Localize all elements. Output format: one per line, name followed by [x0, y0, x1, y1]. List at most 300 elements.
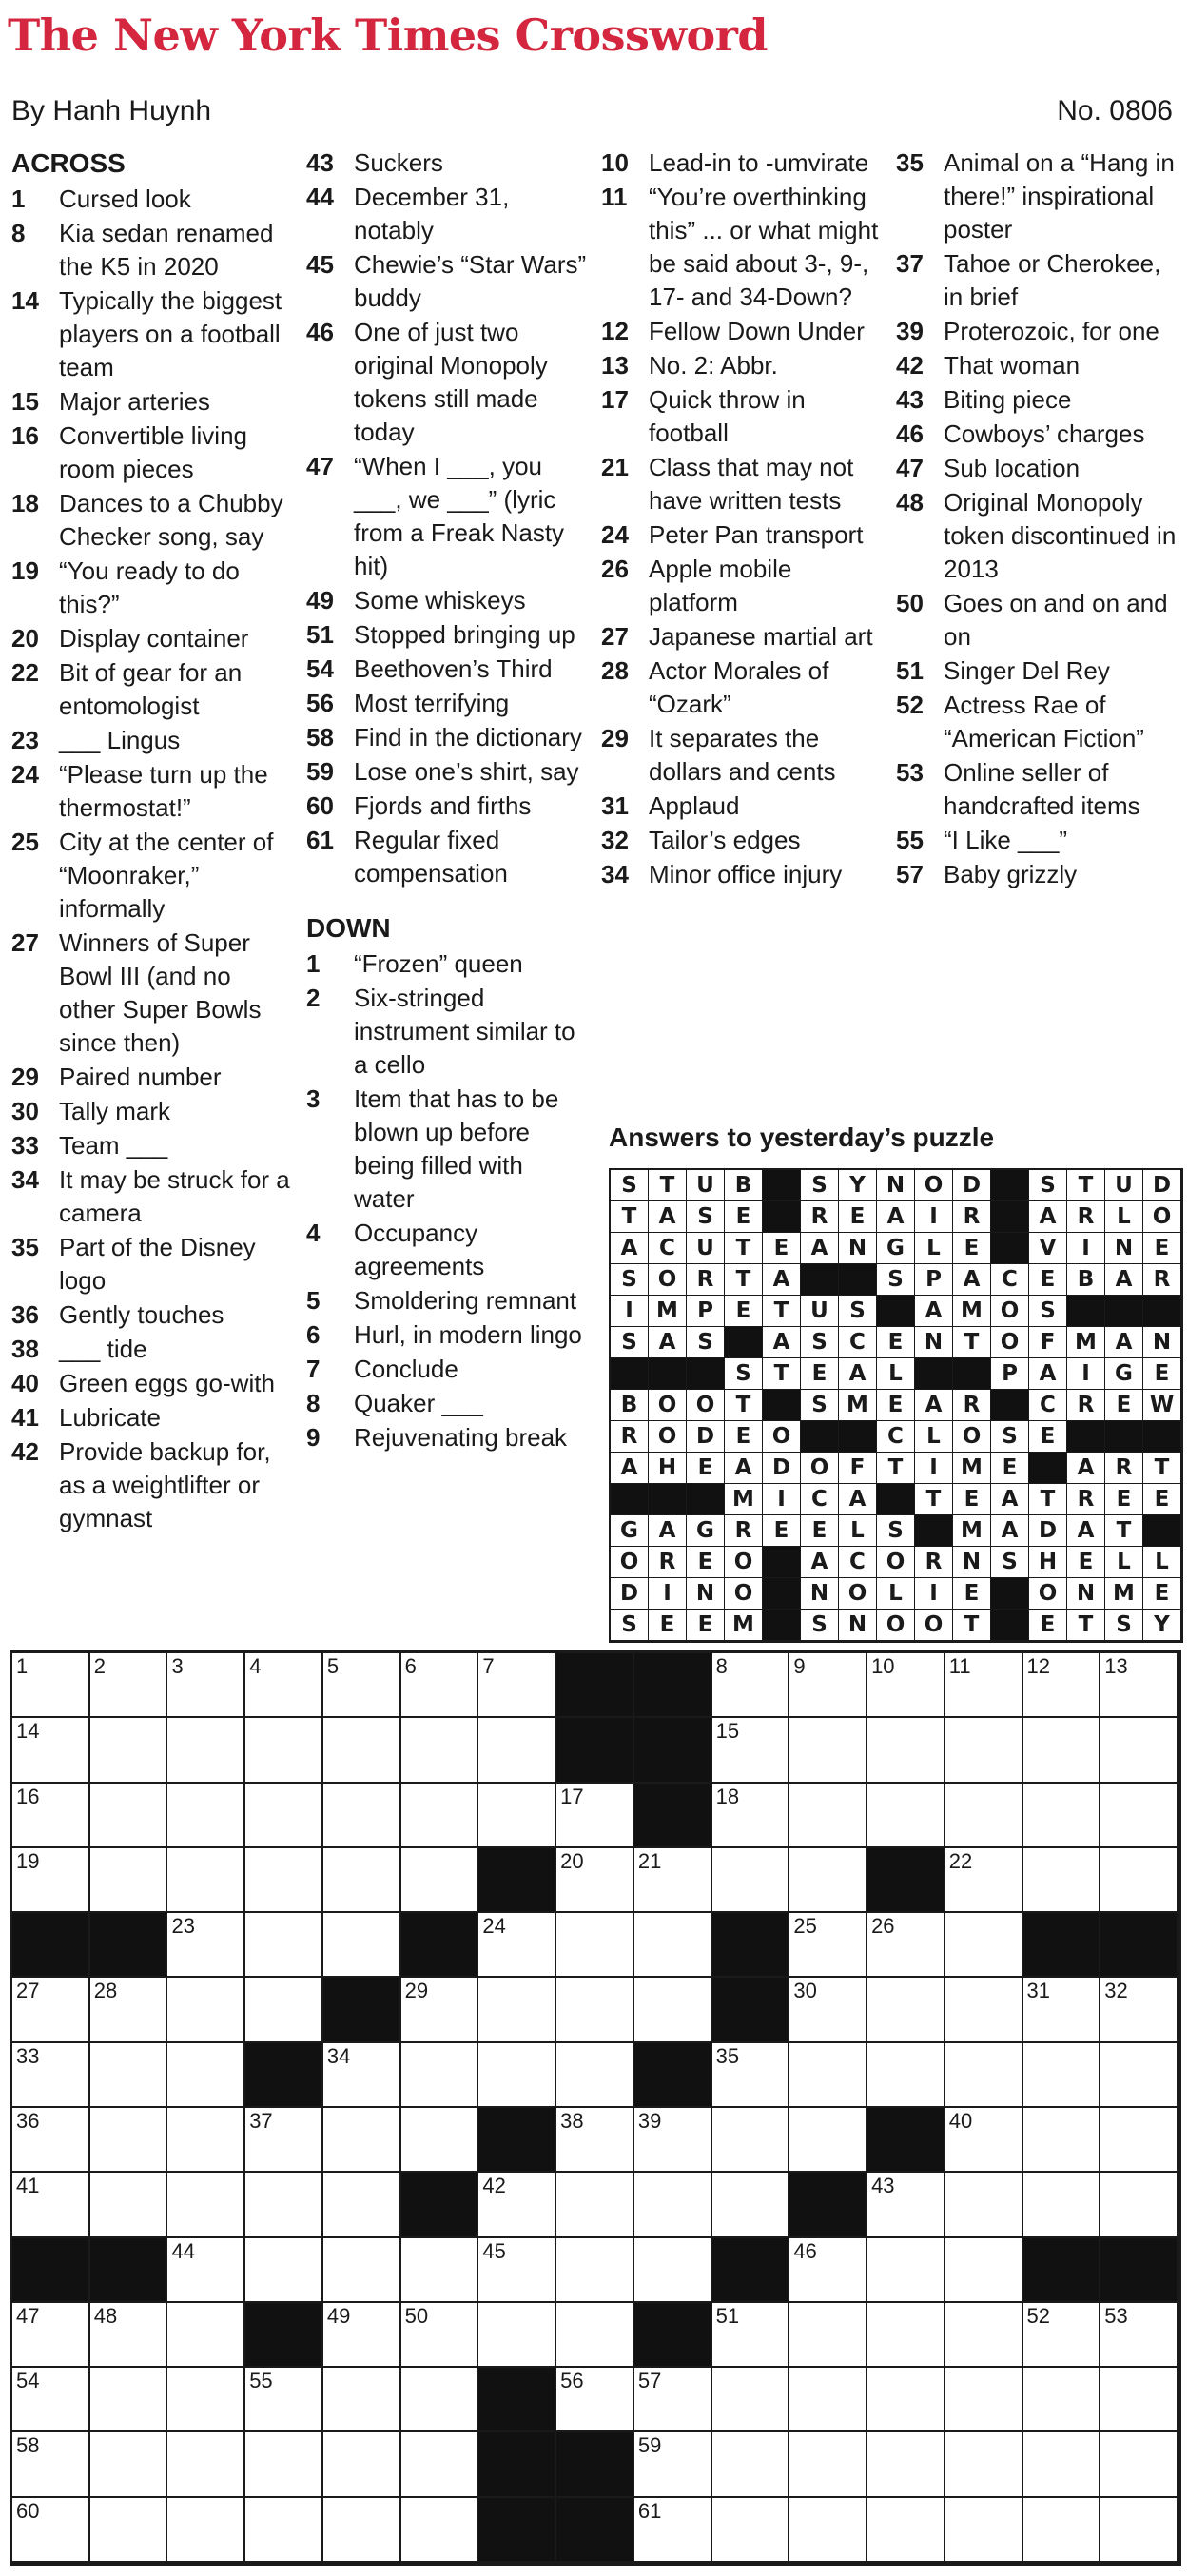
down-clue-46[interactable]	[896, 418, 1181, 451]
grid-cell[interactable]	[1023, 1784, 1101, 1848]
down-clue-13[interactable]	[601, 349, 882, 382]
grid-cell[interactable]	[245, 1978, 323, 2042]
answer-cell: O	[649, 1264, 687, 1296]
across-clue-59[interactable]	[306, 755, 587, 789]
answer-cell: T	[725, 1264, 763, 1296]
grid-cell[interactable]	[323, 1913, 401, 1978]
grid-cell[interactable]	[245, 2498, 323, 2563]
grid-cell[interactable]	[90, 2043, 168, 2108]
grid-cell[interactable]	[1100, 1784, 1178, 1848]
clue-text: “Frozen” queen	[354, 949, 523, 978]
across-clue-51[interactable]	[306, 618, 587, 652]
down-clue-43[interactable]	[896, 383, 1181, 417]
grid-cell[interactable]	[90, 1978, 168, 2042]
grid-cell[interactable]	[867, 2432, 945, 2497]
grid-cell[interactable]	[1023, 2108, 1101, 2173]
grid-cell[interactable]	[867, 2368, 945, 2432]
clue-number: 36	[11, 1300, 39, 1329]
across-clue-54[interactable]	[306, 653, 587, 686]
grid-cell[interactable]	[323, 2498, 401, 2563]
grid-cell[interactable]	[867, 2043, 945, 2108]
black-square	[712, 1913, 790, 1978]
black-square	[634, 1718, 712, 1783]
grid-cell[interactable]	[478, 2043, 556, 2108]
down-clue-32[interactable]	[601, 824, 882, 857]
clue-text: Stopped bringing up	[354, 620, 575, 649]
grid-cell[interactable]	[90, 1848, 168, 1913]
grid-cell[interactable]	[945, 1978, 1023, 2042]
clue-number: 5	[306, 1286, 321, 1315]
grid-cell[interactable]	[712, 1718, 790, 1783]
across-clue-14[interactable]	[11, 284, 292, 384]
down-clue-55[interactable]	[896, 824, 1181, 857]
grid-cell[interactable]	[245, 1848, 323, 1913]
grid-cell[interactable]	[634, 2173, 712, 2237]
across-clue-16[interactable]	[11, 420, 292, 486]
grid-cell[interactable]	[167, 2173, 245, 2237]
grid-cell[interactable]	[323, 2303, 401, 2368]
answer-cell: C	[839, 1327, 877, 1358]
across-clue-15[interactable]	[11, 385, 292, 419]
answer-cell: R	[1143, 1264, 1181, 1296]
across-clue-24[interactable]	[11, 758, 292, 825]
down-clue-53[interactable]	[896, 756, 1181, 823]
down-clue-47[interactable]	[896, 452, 1181, 485]
grid-cell[interactable]	[12, 2368, 90, 2432]
down-clue-8[interactable]	[306, 1387, 587, 1420]
grid-cell[interactable]	[945, 2173, 1023, 2237]
across-clue-43[interactable]	[306, 146, 587, 180]
across-clue-56[interactable]	[306, 687, 587, 720]
grid-cell[interactable]	[789, 1978, 867, 2042]
grid-cell[interactable]	[12, 2498, 90, 2563]
grid-cell[interactable]	[712, 2368, 790, 2432]
grid-cell[interactable]	[789, 1653, 867, 1718]
grid-cell[interactable]	[401, 2238, 479, 2303]
grid-cell[interactable]	[945, 1784, 1023, 1848]
grid-cell[interactable]	[712, 2173, 790, 2237]
grid-cell[interactable]	[478, 1784, 556, 1848]
grid-cell[interactable]	[1100, 2108, 1178, 2173]
grid-cell[interactable]	[634, 2498, 712, 2563]
grid-cell[interactable]	[945, 2108, 1023, 2173]
grid-cell[interactable]	[712, 1653, 790, 1718]
across-clue-44[interactable]	[306, 181, 587, 247]
grid-cell[interactable]	[1100, 2303, 1178, 2368]
clue-number: 41	[11, 1403, 39, 1432]
across-clue-41[interactable]	[11, 1401, 292, 1434]
grid-cell[interactable]	[789, 1784, 867, 1848]
grid-cell[interactable]	[401, 2303, 479, 2368]
grid-cell[interactable]	[867, 1653, 945, 1718]
grid-cell[interactable]	[478, 2173, 556, 2237]
grid-cell[interactable]	[478, 2303, 556, 2368]
grid-cell[interactable]	[634, 2108, 712, 2173]
across-clue-23[interactable]	[11, 724, 292, 757]
across-clue-34[interactable]	[11, 1163, 292, 1230]
grid-cell[interactable]	[712, 2432, 790, 2497]
grid-cell[interactable]	[556, 2303, 634, 2368]
down-clue-31[interactable]	[601, 790, 882, 823]
grid-cell[interactable]	[245, 1913, 323, 1978]
down-clue-9[interactable]	[306, 1421, 587, 1454]
down-clue-57[interactable]	[896, 858, 1181, 891]
grid-cell[interactable]	[167, 1848, 245, 1913]
grid-cell[interactable]	[789, 2368, 867, 2432]
grid-cell[interactable]	[90, 2432, 168, 2497]
down-clue-21[interactable]	[601, 451, 882, 517]
grid-cell[interactable]	[167, 2238, 245, 2303]
grid-cell[interactable]	[1023, 2368, 1101, 2432]
down-clue-50[interactable]	[896, 587, 1181, 654]
across-clue-49[interactable]	[306, 584, 587, 617]
grid-cell[interactable]	[867, 2498, 945, 2563]
answer-cell: I	[915, 1453, 953, 1484]
grid-cell[interactable]	[167, 2303, 245, 2368]
grid-cell[interactable]	[1023, 1653, 1101, 1718]
grid-cell[interactable]	[323, 2043, 401, 2108]
grid-cell[interactable]	[90, 1784, 168, 1848]
grid-cell[interactable]	[556, 2043, 634, 2108]
black-square	[478, 2432, 556, 2497]
across-clue-42[interactable]	[11, 1435, 292, 1535]
grid-cell[interactable]	[12, 2108, 90, 2173]
clue-number: 33	[11, 1131, 39, 1160]
grid-cell[interactable]	[789, 2303, 867, 2368]
down-clue-12[interactable]	[601, 315, 882, 348]
clue-text: Original Monopoly token discontinued in 2013	[944, 488, 1177, 583]
grid-cell[interactable]	[1023, 2303, 1101, 2368]
grid-cell[interactable]	[323, 2432, 401, 2497]
down-clue-3[interactable]	[306, 1083, 587, 1216]
down-clue-17[interactable]	[601, 383, 882, 450]
grid-cell[interactable]	[401, 1718, 479, 1783]
clue-text: Quaker ___	[354, 1389, 483, 1417]
across-clue-45[interactable]	[306, 248, 587, 315]
grid-cell[interactable]	[12, 2173, 90, 2237]
down-clue-42[interactable]	[896, 349, 1181, 382]
black-square	[245, 2303, 323, 2368]
grid-cell[interactable]	[323, 2368, 401, 2432]
grid-cell[interactable]	[789, 2432, 867, 2497]
grid-cell[interactable]	[12, 1718, 90, 1783]
grid-cell[interactable]	[12, 2303, 90, 2368]
answer-cell: L	[877, 1578, 915, 1610]
answer-cell: A	[649, 1201, 687, 1233]
grid-cell[interactable]	[401, 2368, 479, 2432]
grid-cell[interactable]	[712, 2303, 790, 2368]
down-clue-51[interactable]	[896, 654, 1181, 688]
grid-cell[interactable]	[167, 1653, 245, 1718]
grid-cell[interactable]	[401, 2498, 479, 2563]
down-clue-24[interactable]	[601, 518, 882, 552]
clue-column-1	[11, 146, 292, 1536]
grid-cell[interactable]	[1100, 2432, 1178, 2497]
across-clue-35[interactable]	[11, 1231, 292, 1298]
down-clue-29[interactable]	[601, 722, 882, 789]
grid-cell[interactable]	[167, 1718, 245, 1783]
grid-cell[interactable]	[245, 2368, 323, 2432]
answer-cell: A	[649, 1327, 687, 1358]
grid-cell[interactable]	[867, 1784, 945, 1848]
black-square	[90, 1913, 168, 1978]
clue-text: Chewie’s “Star Wars” buddy	[354, 250, 587, 312]
answer-cell: G	[877, 1233, 915, 1264]
across-clue-8[interactable]	[11, 217, 292, 283]
grid-cell[interactable]	[401, 1978, 479, 2042]
across-clue-27[interactable]	[11, 927, 292, 1060]
grid-cell[interactable]	[634, 2238, 712, 2303]
grid-cell[interactable]	[945, 2043, 1023, 2108]
answer-cell: A	[611, 1453, 649, 1484]
grid-cell[interactable]	[478, 1653, 556, 1718]
grid-cell[interactable]	[867, 2173, 945, 2237]
across-clue-38[interactable]	[11, 1333, 292, 1366]
grid-cell[interactable]	[712, 2043, 790, 2108]
across-clue-46[interactable]	[306, 316, 587, 449]
grid-cell[interactable]	[167, 1784, 245, 1848]
grid-cell[interactable]	[634, 1848, 712, 1913]
across-clue-22[interactable]	[11, 656, 292, 723]
down-clue-37[interactable]	[896, 247, 1181, 314]
grid-cell[interactable]	[90, 2173, 168, 2237]
grid-cell[interactable]	[401, 1653, 479, 1718]
down-clue-39[interactable]	[896, 315, 1181, 348]
down-clue-11[interactable]	[601, 181, 882, 314]
grid-cell[interactable]	[1023, 2432, 1101, 2497]
grid-cell[interactable]	[712, 2498, 790, 2563]
grid-cell[interactable]	[867, 1978, 945, 2042]
grid-cell[interactable]	[245, 1784, 323, 1848]
grid-cell[interactable]	[789, 1913, 867, 1978]
grid-cell[interactable]	[323, 1848, 401, 1913]
grid-cell[interactable]	[245, 1718, 323, 1783]
grid-cell[interactable]	[323, 2173, 401, 2237]
grid-cell[interactable]	[945, 2432, 1023, 2497]
grid-cell[interactable]	[867, 2303, 945, 2368]
grid-cell[interactable]	[1100, 2173, 1178, 2237]
across-clue-58[interactable]	[306, 721, 587, 754]
grid-cell[interactable]	[1100, 1848, 1178, 1913]
cell-number: 45	[482, 2238, 506, 2263]
grid-cell[interactable]	[323, 2238, 401, 2303]
answer-cell: D	[687, 1421, 725, 1453]
grid-cell[interactable]	[1023, 1848, 1101, 1913]
across-clue-30[interactable]	[11, 1095, 292, 1128]
grid-cell[interactable]	[789, 2043, 867, 2108]
down-clue-28[interactable]	[601, 654, 882, 721]
answer-cell: S	[611, 1327, 649, 1358]
grid-cell[interactable]	[12, 1978, 90, 2042]
grid-cell[interactable]	[1100, 2498, 1178, 2563]
grid-cell[interactable]	[401, 2108, 479, 2173]
grid-cell[interactable]	[945, 1913, 1023, 1978]
grid-cell[interactable]	[867, 2238, 945, 2303]
grid-cell[interactable]	[245, 1653, 323, 1718]
grid-cell[interactable]	[1100, 2368, 1178, 2432]
grid-cell[interactable]	[90, 2368, 168, 2432]
grid-cell[interactable]	[1100, 1718, 1178, 1783]
answer-cell: T	[611, 1201, 649, 1233]
grid-cell[interactable]	[323, 1784, 401, 1848]
grid-cell[interactable]	[167, 1978, 245, 2042]
grid-cell[interactable]	[712, 1848, 790, 1913]
grid-cell[interactable]	[12, 1653, 90, 1718]
grid-cell[interactable]	[12, 2043, 90, 2108]
across-clue-61[interactable]	[306, 824, 587, 890]
cell-number: 60	[16, 2498, 40, 2523]
across-clue-47[interactable]	[306, 450, 587, 583]
clue-text: Smoldering remnant	[354, 1286, 577, 1315]
grid-cell[interactable]	[556, 2368, 634, 2432]
grid-cell[interactable]	[867, 1913, 945, 1978]
cell-number: 23	[171, 1914, 195, 1939]
grid-cell[interactable]	[1100, 1653, 1178, 1718]
grid-cell[interactable]	[401, 2043, 479, 2108]
down-clue-6[interactable]	[306, 1318, 587, 1352]
cell-number: 19	[16, 1848, 40, 1873]
grid-cell[interactable]	[556, 1978, 634, 2042]
grid-cell[interactable]	[945, 1718, 1023, 1783]
across-clue-60[interactable]	[306, 790, 587, 823]
grid-cell[interactable]	[556, 2108, 634, 2173]
grid-cell[interactable]	[245, 2432, 323, 2497]
answer-cell: E	[725, 1201, 763, 1233]
grid-cell[interactable]	[1023, 2173, 1101, 2237]
grid-cell[interactable]	[323, 1718, 401, 1783]
grid-cell[interactable]	[1023, 2043, 1101, 2108]
grid-cell[interactable]	[245, 2238, 323, 2303]
grid-cell[interactable]	[90, 2303, 168, 2368]
grid-cell[interactable]	[245, 2108, 323, 2173]
answer-cell: A	[725, 1453, 763, 1484]
down-clue-52[interactable]	[896, 689, 1181, 755]
answer-cell: H	[1029, 1547, 1067, 1578]
answer-cell: L	[877, 1358, 915, 1390]
grid-cell[interactable]	[789, 1718, 867, 1783]
down-clue-4[interactable]	[306, 1217, 587, 1283]
answer-black-square	[1029, 1453, 1067, 1484]
grid-cell[interactable]	[1023, 2498, 1101, 2563]
across-clue-29[interactable]	[11, 1061, 292, 1094]
grid-cell[interactable]	[945, 2303, 1023, 2368]
down-clue-1[interactable]	[306, 947, 587, 981]
down-clue-26[interactable]	[601, 553, 882, 619]
grid-cell[interactable]	[478, 1718, 556, 1783]
grid-cell[interactable]	[167, 2108, 245, 2173]
down-clue-27[interactable]	[601, 620, 882, 654]
grid-cell[interactable]	[167, 2043, 245, 2108]
grid-cell[interactable]	[634, 2368, 712, 2432]
grid-cell[interactable]	[167, 2498, 245, 2563]
grid-cell[interactable]	[945, 2238, 1023, 2303]
answer-cell: G	[687, 1515, 725, 1547]
across-clue-19[interactable]	[11, 555, 292, 621]
grid-cell[interactable]	[945, 2368, 1023, 2432]
down-clue-48[interactable]	[896, 486, 1181, 586]
grid-cell[interactable]	[478, 1913, 556, 1978]
grid-cell[interactable]	[789, 2108, 867, 2173]
grid-cell[interactable]	[90, 2108, 168, 2173]
grid-cell[interactable]	[945, 2498, 1023, 2563]
down-clue-34[interactable]	[601, 858, 882, 891]
across-clue-36[interactable]	[11, 1298, 292, 1332]
grid-cell[interactable]	[945, 1653, 1023, 1718]
grid-cell[interactable]	[789, 2238, 867, 2303]
grid-cell[interactable]	[634, 2432, 712, 2497]
grid-cell[interactable]	[478, 1978, 556, 2042]
grid-cell[interactable]	[12, 1784, 90, 1848]
grid-cell[interactable]	[556, 1913, 634, 1978]
grid-cell[interactable]	[945, 1848, 1023, 1913]
grid-cell[interactable]	[167, 1913, 245, 1978]
across-clue-25[interactable]	[11, 826, 292, 926]
grid-cell[interactable]	[401, 1848, 479, 1913]
answer-cell: O	[915, 1610, 953, 1641]
answer-cell: M	[839, 1390, 877, 1421]
grid-cell[interactable]	[90, 1718, 168, 1783]
grid-cell[interactable]	[245, 2173, 323, 2237]
crossword-grid[interactable]	[10, 1650, 1181, 2566]
grid-cell[interactable]	[323, 2108, 401, 2173]
across-clue-1[interactable]	[11, 183, 292, 216]
grid-cell[interactable]	[323, 1653, 401, 1718]
answer-cell: E	[1105, 1484, 1143, 1515]
grid-cell[interactable]	[12, 1848, 90, 1913]
down-clue-10[interactable]	[601, 146, 882, 180]
across-clue-33[interactable]	[11, 1129, 292, 1162]
grid-cell[interactable]	[1023, 1978, 1101, 2042]
down-clue-7[interactable]	[306, 1353, 587, 1386]
across-clue-18[interactable]	[11, 487, 292, 554]
grid-cell[interactable]	[867, 1718, 945, 1783]
grid-cell[interactable]	[90, 1653, 168, 1718]
grid-cell[interactable]	[1023, 1718, 1101, 1783]
grid-cell[interactable]	[556, 1848, 634, 1913]
down-clue-35[interactable]	[896, 146, 1181, 246]
down-clue-5[interactable]	[306, 1284, 587, 1317]
grid-cell[interactable]	[167, 2432, 245, 2497]
grid-cell[interactable]	[478, 2238, 556, 2303]
grid-cell[interactable]	[1100, 1978, 1178, 2042]
cell-number: 46	[793, 2238, 817, 2263]
grid-cell[interactable]	[12, 2432, 90, 2497]
grid-cell[interactable]	[401, 2432, 479, 2497]
grid-cell[interactable]	[789, 2498, 867, 2563]
grid-cell[interactable]	[401, 1784, 479, 1848]
grid-cell[interactable]	[556, 2238, 634, 2303]
cell-number: 6	[404, 1654, 417, 1678]
grid-cell[interactable]	[556, 1784, 634, 1848]
grid-cell[interactable]	[789, 1848, 867, 1913]
grid-cell[interactable]	[556, 2173, 634, 2237]
grid-cell[interactable]	[634, 1978, 712, 2042]
grid-cell[interactable]	[1100, 2043, 1178, 2108]
across-clue-40[interactable]	[11, 1367, 292, 1400]
grid-cell[interactable]	[712, 2108, 790, 2173]
clue-text: Cowboys’ charges	[944, 420, 1145, 448]
grid-cell[interactable]	[90, 2498, 168, 2563]
cell-number: 26	[871, 1914, 895, 1939]
grid-cell[interactable]	[167, 2368, 245, 2432]
clue-text: Cursed look	[59, 185, 191, 213]
across-clue-20[interactable]	[11, 622, 292, 655]
grid-cell[interactable]	[634, 1913, 712, 1978]
answer-cell: R	[953, 1201, 991, 1233]
answer-cell: D	[1143, 1170, 1181, 1201]
grid-cell[interactable]	[712, 1784, 790, 1848]
down-clue-2[interactable]	[306, 982, 587, 1082]
